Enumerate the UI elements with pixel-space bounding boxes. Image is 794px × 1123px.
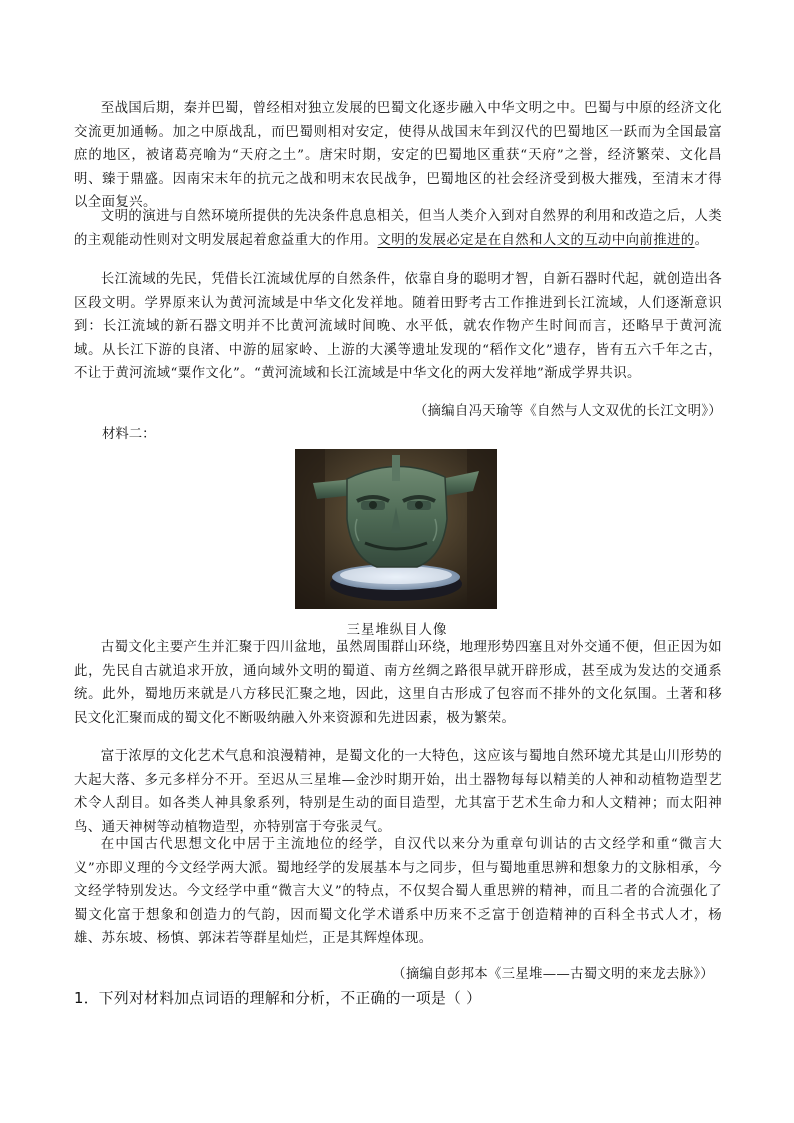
material-two-paragraph-1: 古蜀文化主要产生并汇聚于四川盆地，虽然周围群山环绕，地理形势四塞且对外交通不便，但正因为如此，先民自古就追求开放，通向域外文明的蜀道、南方丝绸之路很早就开辟形成，甚至成为发达的交通系统。此外，蜀地历来就是八方移民汇聚之地，因此，这里自古形成了包容而不排外的文化氛围。土著和移民文化汇聚而成的蜀文化不断吸纳融入外来资源和先进因素，极为繁荣。	[74, 640, 722, 726]
material-one-paragraph-3: 长江流域的先民，凭借长江流域优厚的自然条件，依靠自身的聪明才智，自新石器时代起，就创造出各区段文明。学界原来认为黄河流域是中华文化发祥地。随着田野考古工作推进到长江流域，人们逐渐意识到：长江流域的新石器文明并不比黄河流域时间晚、水平低，就农作物产生时间而言，还略早于黄河流域。从长江下游的良渚、中游的屈家岭、上游的大溪等遗址发现的“稻作文化”遗存，皆有五六千年之古，不让于黄河流域“粟作文化”。“黄河流域和长江流域是中华文化的两大发祥地”渐成学界共识。	[74, 272, 722, 381]
underlined-sentence: 文明的发展必定是在自然和人文的互动中向前推进的	[377, 232, 695, 248]
material-two-label: 材料二：	[102, 427, 156, 442]
image-caption: 三星堆纵目人像	[346, 623, 448, 638]
material-two-paragraph-3: 在中国古代思想文化中居于主流地位的经学，自汉代以来分为重章句训诂的古文经学和重“微言大义”亦即义理的今文经学两大派。蜀地经学的发展基本与之同步，但与蜀地重思辨和想象力的文脉相承，今文经学特别发达。今文经学中重“微言大义”的特点，不仅契合蜀人重思辨的精神，而且二者的合流强化了蜀文化富于想象和创造力的气韵，因而蜀文化学术谱系中历来不乏富于创造精神的百科全书式人才，杨雄、苏东坡、杨慎、郭沫若等群星灿烂，正是其辉煌体现。	[74, 837, 722, 946]
material-one-paragraph-2	[74, 205, 722, 252]
paragraph-2-end: 。	[694, 232, 709, 248]
question-1: 1．下列对材料加点词语的理解和分析，不正确的一项是（ ）	[74, 990, 482, 1007]
material-one-source: （摘编自冯天瑜等《自然与人文双优的长江文明》）	[413, 404, 722, 419]
sanxingdui-bronze-mask-image	[295, 449, 497, 609]
material-two-paragraph-2: 富于浓厚的文化艺术气息和浪漫精神，是蜀文化的一大特色，这应该与蜀地自然环境尤其是山川形势的大起大落、多元多样分不开。至迟从三星堆—金沙时期开始，出土器物每每以精美的人神和动植物造型艺术令人刮目。如各类人神具象系列，特别是生动的面目造型，尤其富于艺术生命力和人文精神；而太阳神鸟、通天神树等动植物造型，亦特别富于夸张灵气。	[74, 749, 722, 835]
paragraph-2-text: 文明的演进与自然环境所提供的先决条件息息相关，但当人类介入到对自然界的利用和改造之后，人类的主观能动性则对文明发展起着愈益重大的作用。	[74, 209, 722, 248]
material-one-paragraph-1: 至战国后期，秦并巴蜀，曾经相对独立发展的巴蜀文化逐步融入中华文明之中。巴蜀与中原的经济文化交流更加通畅。加之中原战乱，而巴蜀则相对安定，使得从战国末年到汉代的巴蜀地区一跃而为全国最富庶的地区，被诸葛亮喻为“天府之土”。唐宋时期，安定的巴蜀地区重获“天府”之誉，经济繁荣、文化昌明、臻于鼎盛。因南宋末年的抗元之战和明末农民战争，巴蜀地区的社会经济受到极大摧残，至清末才得以全面复兴。	[74, 101, 722, 210]
material-two-source: （摘编自彭邦本《三星堆——古蜀文明的来龙去脉》）	[392, 967, 714, 982]
